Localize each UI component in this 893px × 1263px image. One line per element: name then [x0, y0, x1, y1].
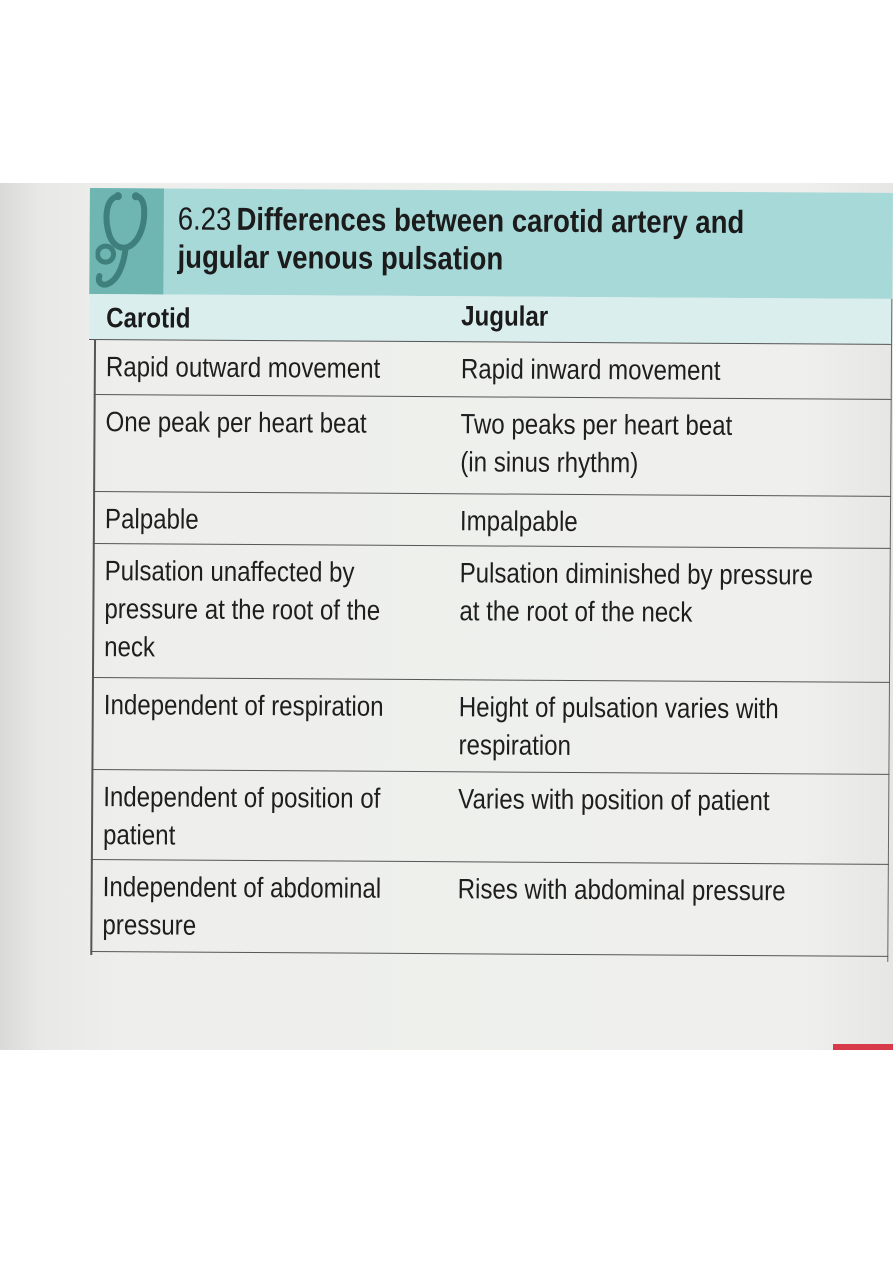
table-row: [91, 678, 890, 775]
jugular-cell: Impalpable: [459, 505, 578, 537]
carotid-line: patient: [102, 819, 176, 851]
page-edge-mark: [833, 1044, 893, 1050]
jugular-cell: Rises with abdominal pressure: [457, 873, 786, 907]
column-header-carotid: Carotid: [106, 302, 191, 334]
carotid-line: pressure at the root of the: [104, 593, 381, 626]
table-row: [93, 395, 892, 497]
carotid-cell: One peak per heart beat: [105, 406, 367, 439]
carotid-line: Independent of position of: [103, 781, 381, 814]
carotid-line: Pulsation unaffected by: [104, 555, 355, 588]
jugular-line: at the root of the neck: [459, 595, 693, 628]
jugular-line: respiration: [458, 729, 572, 761]
icon-block: [89, 188, 164, 294]
carotid-cell: [104, 552, 431, 668]
jugular-cell: [460, 405, 865, 483]
jugular-line: (in sinus rhythm): [460, 446, 639, 479]
box-number: 6.23: [177, 200, 232, 237]
title-line-2: jugular venous pulsation: [177, 238, 504, 277]
carotid-cell: Palpable: [104, 503, 199, 535]
carotid-cell: [103, 778, 430, 856]
jugular-line: Two peaks per heart beat: [460, 408, 733, 441]
table-body: [90, 340, 892, 957]
carotid-line: neck: [104, 631, 156, 663]
book-page-photo: [0, 183, 893, 1050]
table-row: [92, 544, 891, 683]
carotid-cell: Rapid outward movement: [105, 351, 381, 384]
table-row: [94, 340, 892, 400]
jugular-line: Pulsation diminished by pressure: [459, 557, 814, 591]
table-row: [91, 770, 890, 865]
table-box: [85, 183, 893, 963]
carotid-line: Independent of abdominal: [102, 871, 382, 904]
jugular-cell: Rapid inward movement: [460, 353, 721, 386]
stethoscope-icon: [95, 188, 160, 294]
column-header-row: [89, 294, 892, 345]
jugular-cell: Varies with position of patient: [458, 783, 770, 817]
box-title: [177, 200, 779, 280]
jugular-cell: [459, 554, 864, 632]
jugular-cell: [458, 688, 863, 766]
carotid-cell: Independent of respiration: [103, 689, 384, 722]
carotid-cell: [102, 868, 429, 946]
carotid-line: pressure: [102, 909, 197, 941]
table-row: [93, 492, 891, 549]
table-row: [90, 860, 889, 957]
column-header-jugular: Jugular: [461, 300, 549, 332]
title-line-1: Differences between carotid artery and: [236, 200, 745, 240]
jugular-line: Height of pulsation varies with: [458, 691, 779, 725]
